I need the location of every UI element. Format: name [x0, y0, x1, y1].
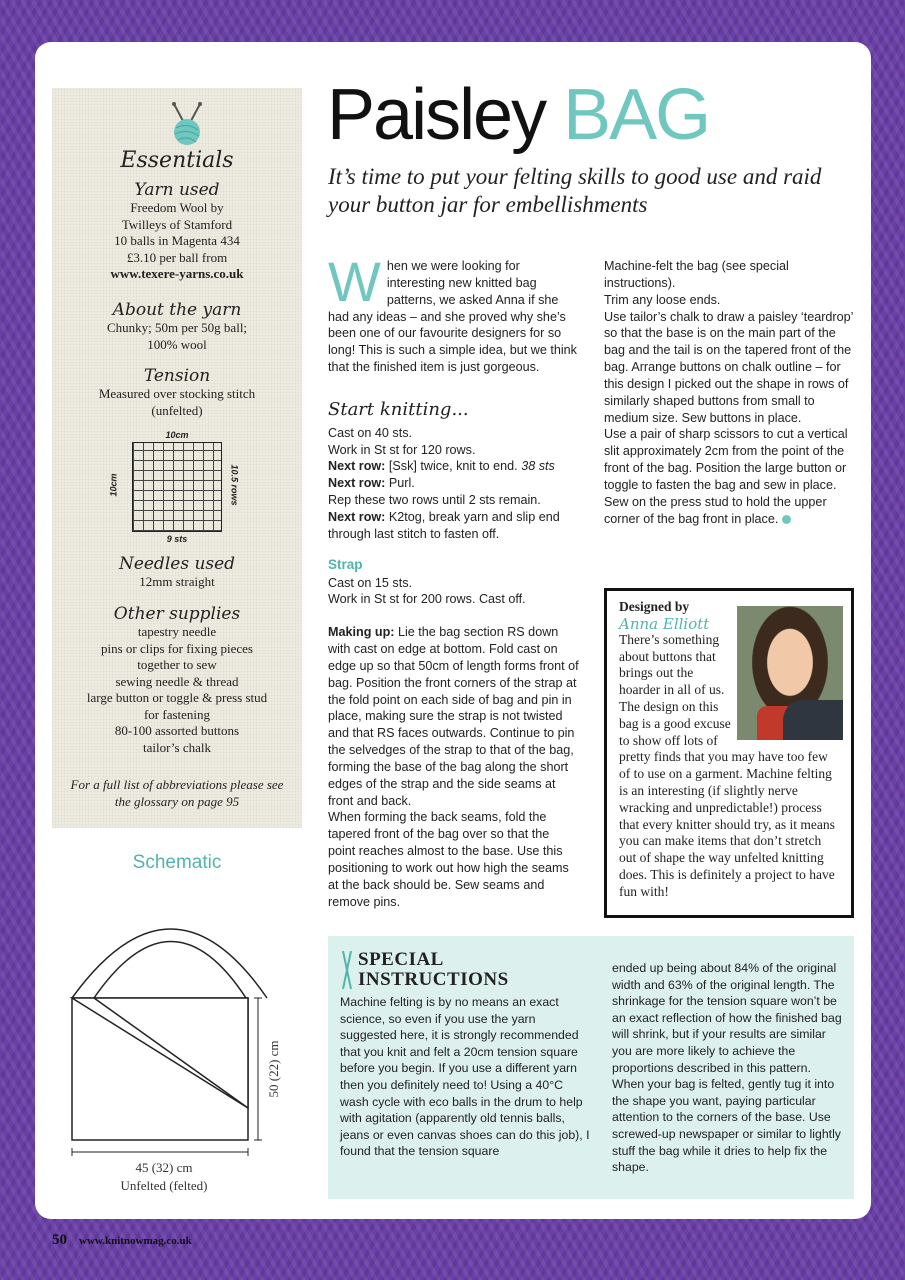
designer-heading: Designed by [619, 599, 690, 614]
page-number: 50 [52, 1232, 67, 1248]
instruction-line [328, 475, 580, 492]
strap-heading: Strap [328, 556, 363, 572]
yarn-ball-icon [164, 102, 210, 148]
intro-paragraph [328, 250, 580, 376]
finishing-paragraph: Trim any loose ends. [604, 292, 721, 307]
schematic-diagram [52, 880, 302, 1200]
yarn-used-section [52, 180, 302, 283]
title-main: Paisley [327, 75, 546, 155]
abbreviations-note: For a full list of abbreviations please see the glossary on page 95 [70, 777, 284, 809]
supply-item: together to sew [137, 657, 217, 672]
row-label: Next row: [328, 476, 386, 491]
row-text: [Ssk] twice, knit to end. [385, 459, 522, 474]
needles-section [52, 554, 302, 591]
about-yarn-heading: About the yarn [112, 300, 242, 320]
end-mark-icon [782, 515, 791, 524]
special-column-1: Machine felting is by no means an exact science, so even if you use the yarn suggested here, it is strongly recommended that you knit and felt a 20cm tension square before you begin. If you use a different yarn then you definitely need to! Using a 40°C wash cycle with eco balls in the drum to help with agitation (apparently old tennis balls, jeans or even canvas shoes can do this job), I found that the tension square [340, 995, 590, 1159]
needles-heading: Needles used [118, 554, 236, 574]
schematic-height-label: 50 (22) cm [266, 1040, 281, 1098]
essentials-sidebar [52, 88, 302, 828]
instruction-line: Work in St st for 200 rows. Cast off. [328, 592, 526, 607]
finishing-paragraph [604, 494, 856, 528]
supply-item: large button or toggle & press stud [86, 690, 268, 705]
photo-jacket [783, 700, 843, 740]
needles-text: 12mm straight [139, 574, 215, 589]
instruction-line: Cast on 40 sts. [328, 425, 412, 440]
pattern-column-1 [328, 250, 580, 911]
page-title [327, 74, 709, 156]
designer-box [604, 588, 854, 918]
row-label: Next row: [328, 459, 386, 474]
tension-line: Measured over stocking stitch [98, 386, 256, 401]
special-title-line: SPECIAL [358, 949, 444, 970]
special-title-line: INSTRUCTIONS [358, 969, 509, 990]
grid-width-label: 10cm [165, 430, 189, 440]
essentials-heading: Essentials [120, 148, 234, 173]
row-text: K2tog, break yarn and slip end through last stitch to fasten off. [328, 509, 560, 541]
supply-item: pins or clips for fixing pieces [101, 640, 253, 656]
instruction-line: Rep these two rows until 2 sts remain. [328, 493, 541, 508]
making-up-paragraph [328, 624, 580, 809]
other-supplies-section [52, 604, 302, 756]
finishing-text: Sew on the press stud to hold the upper corner of the bag front in place. [604, 494, 827, 526]
start-knitting-heading: Start knitting... [328, 398, 469, 420]
making-up-paragraph-2: When forming the back seams, fold the tapered front of the bag over so that the point reaches almost to the base. Use this positioning to work out how high the seams at the back should be. Sew seams and remove pins. [328, 810, 569, 909]
special-column-2: ended up being about 84% of the original width and 63% of the original length. The shrinkage for the tension square won’t be an exact reflection of how the finished bag will shrink, but if your results are similar you are more likely to achieve the proportions described in this pattern. When your bag is felted, gently tug it into the shape you want, paying particular attention to the corners of the base. Use screwed-up newspaper or similar to lightly stuff the bag while it dries to help fix the shape. [612, 961, 842, 1175]
yarn-supplier-link[interactable]: www.texere-yarns.co.uk [110, 266, 244, 281]
standfirst: It’s time to put your felting skills to good use and raid your button jar for embellishments [328, 164, 822, 217]
tension-line: (unfelted) [151, 402, 203, 418]
instruction-line: Cast on 15 sts. [328, 575, 412, 590]
schematic-title: Schematic [132, 852, 222, 873]
grid-squares [132, 442, 222, 532]
supply-item: sewing needle & thread [115, 673, 239, 689]
yarn-used-line: Twilleys of Stamford [121, 216, 233, 232]
special-instructions-box [328, 936, 854, 1199]
page-footer [52, 1231, 192, 1249]
supply-item: tailor’s chalk [143, 739, 211, 755]
drop-cap: W [328, 250, 381, 313]
making-up-text: Lie the bag section RS down with cast on edge at bottom. Fold cast on edge up so that 50cm of length forms front of bag. Position the front corners of the strap at the fold point on each side of bag and pin in place, making sure the strap is not twisted and that RS faces outwards. Continue to pin the selvedges of the strap to that of the bag, forming the base of the bag along the short edges of the strap and the side seams at front and back. [328, 625, 579, 808]
instruction-line: Work in St st for 120 rows. [328, 442, 476, 457]
yarn-used-line: £3.10 per ball from [126, 249, 228, 265]
tension-grid [110, 428, 270, 548]
about-yarn-section [52, 300, 302, 353]
about-yarn-line: Chunky; 50m per 50g ball; [106, 320, 248, 335]
yarn-used-line: 10 balls in Magenta 434 [114, 233, 240, 248]
finishing-paragraph: Use a pair of sharp scissors to cut a vertical slit approximately 2cm from the point of the front of the bag. Position the large button or toggle to fasten the bag and sew in place. [604, 427, 848, 492]
instruction-line [328, 458, 580, 475]
about-yarn-line: 100% wool [147, 336, 207, 352]
special-instructions-title [358, 950, 509, 990]
grid-rows-label: 10.5 rows [229, 464, 240, 506]
pattern-column-2 [604, 258, 856, 528]
tension-heading: Tension [143, 366, 211, 386]
schematic-width-sublabel: Unfelted (felted) [120, 1178, 208, 1193]
yarn-used-line: Freedom Wool by [130, 200, 224, 215]
row-label: Next row: [328, 509, 386, 524]
intro-text: hen we were looking for interesting new knitted bag patterns, we asked Anna if she had any ideas – and she proved why she’s been one of our favourite designers for so long! This is such a simple idea, but we think that the finished item is just gorgeous. [328, 259, 577, 375]
schematic-width-label: 45 (32) cm [135, 1160, 193, 1175]
grid-sts-label: 9 sts [166, 534, 188, 544]
other-supplies-heading: Other supplies [113, 604, 241, 624]
knitting-needles-icon [340, 951, 354, 989]
title-accent: BAG [563, 75, 710, 155]
bag-flap [72, 998, 248, 1108]
tension-section [52, 366, 302, 419]
supply-item: 80-100 assorted buttons [114, 723, 240, 738]
designer-bio: There’s something about buttons that brings out the hoarder in all of us. The design on this bag is a good excuse to show off lots of pretty finds that you may have too few of to use on a garment. Machine felting is an interesting (if slightly nerve wracking and unpredictable!) process that every knitter should try, as it means you can make items that don’t stretch out of shape the way unfelted knitting does. This is definitely a project to have fun with! [619, 631, 835, 899]
making-up-label: Making up: [328, 625, 395, 640]
finishing-paragraph: Use tailor’s chalk to draw a paisley ‘teardrop’ so that the base is on the main part of the bag and the tail is on the tapered front of the bag. Arrange buttons on chalk outline – for this design I picked out the shape in rows of similarly shaped buttons from small to medium size. Sew buttons in place. [604, 309, 853, 425]
footer-url[interactable]: www.knitnowmag.co.uk [79, 1235, 192, 1247]
supply-item: tapestry needle [137, 624, 217, 639]
row-text: Purl. [385, 476, 415, 491]
stitch-count: 38 sts [521, 459, 555, 474]
grid-height-label: 10cm [108, 473, 119, 497]
yarn-used-heading: Yarn used [134, 180, 220, 200]
instruction-line [328, 509, 580, 543]
designer-name: Anna Elliott [619, 614, 710, 633]
finishing-paragraph: Machine-felt the bag (see special instructions). [604, 259, 789, 290]
designer-photo [737, 606, 843, 740]
supply-item: for fastening [143, 706, 211, 722]
